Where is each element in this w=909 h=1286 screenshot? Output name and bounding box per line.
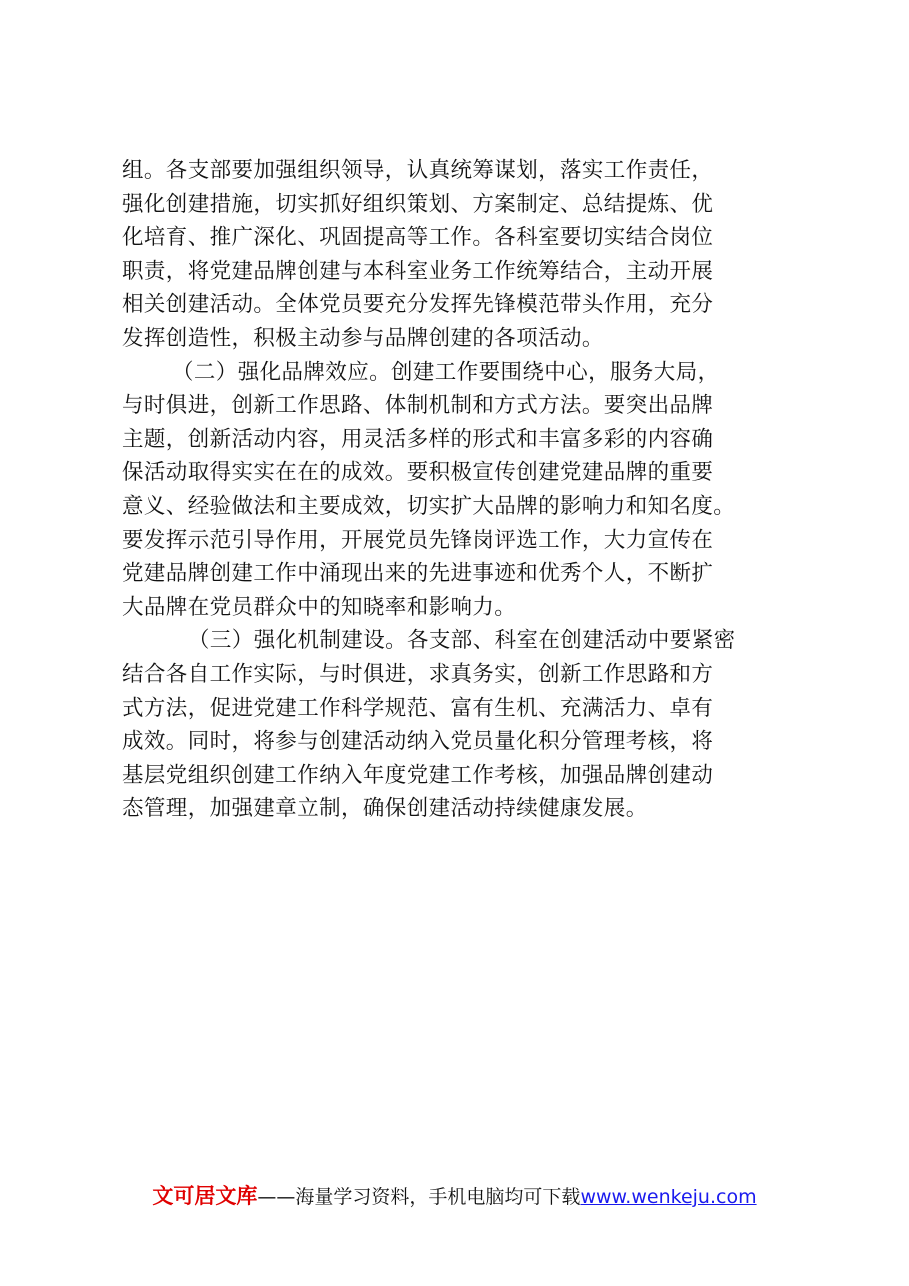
text-line: 职责，将党建品牌创建与本科室业务工作统筹结合，主动开展 bbox=[122, 258, 714, 284]
website-link[interactable]: www.wenkeju.com bbox=[580, 1186, 757, 1208]
footer-banner bbox=[0, 1182, 909, 1211]
text-line: 强化创建措施，切实抓好组织策划、方案制定、总结提炼、优 bbox=[122, 191, 714, 217]
section-heading-line: （二）强化品牌效应。创建工作要围绕中心，服务大局， bbox=[172, 359, 720, 385]
footer-tagline: ——海量学习资料，手机电脑均可下载 bbox=[257, 1186, 581, 1208]
text-line: 化培育、推广深化、巩固提高等工作。各科室要切实结合岗位 bbox=[122, 225, 714, 251]
text-line: 态管理，加强建章立制，确保创建活动持续健康发展。 bbox=[122, 796, 648, 822]
text-line: 基层党组织创建工作纳入年度党建工作考核，加强品牌创建动 bbox=[122, 762, 714, 788]
brand-name: 文可居文库 bbox=[152, 1184, 258, 1208]
text-line: 意义、经验做法和主要成效，切实扩大品牌的影响力和知名度。 bbox=[122, 493, 736, 519]
text-line: 成效。同时，将参与创建活动纳入党员量化积分管理考核，将 bbox=[122, 729, 714, 755]
text-line: 要发挥示范引导作用，开展党员先锋岗评选工作，大力宣传在 bbox=[122, 527, 714, 553]
document-body bbox=[122, 154, 812, 826]
text-line: 保活动取得实实在在的成效。要积极宣传创建党建品牌的重要 bbox=[122, 460, 714, 486]
text-line: 结合各自工作实际，与时俱进，求真务实，创新工作思路和方 bbox=[122, 661, 714, 687]
text-line: 式方法，促进党建工作科学规范、富有生机、充满活力、卓有 bbox=[122, 695, 714, 721]
text-line: 与时俱进，创新工作思路、体制机制和方式方法。要突出品牌 bbox=[122, 393, 714, 419]
section-heading-line: （三）强化机制建设。各支部、科室在创建活动中要紧密 bbox=[188, 628, 736, 654]
text-line: 大品牌在党员群众中的知晓率和影响力。 bbox=[122, 594, 517, 620]
text-line: 组。各支部要加强组织领导，认真统筹谋划，落实工作责任， bbox=[122, 158, 714, 183]
text-line: 党建品牌创建工作中涌现出来的先进事迹和优秀个人，不断扩 bbox=[122, 561, 714, 587]
text-line: 相关创建活动。全体党员要充分发挥先锋模范带头作用，充分 bbox=[122, 292, 714, 318]
text-line: 发挥创造性，积极主动参与品牌创建的各项活动。 bbox=[122, 325, 604, 351]
text-line: 主题，创新活动内容，用灵活多样的形式和丰富多彩的内容确 bbox=[122, 426, 714, 452]
